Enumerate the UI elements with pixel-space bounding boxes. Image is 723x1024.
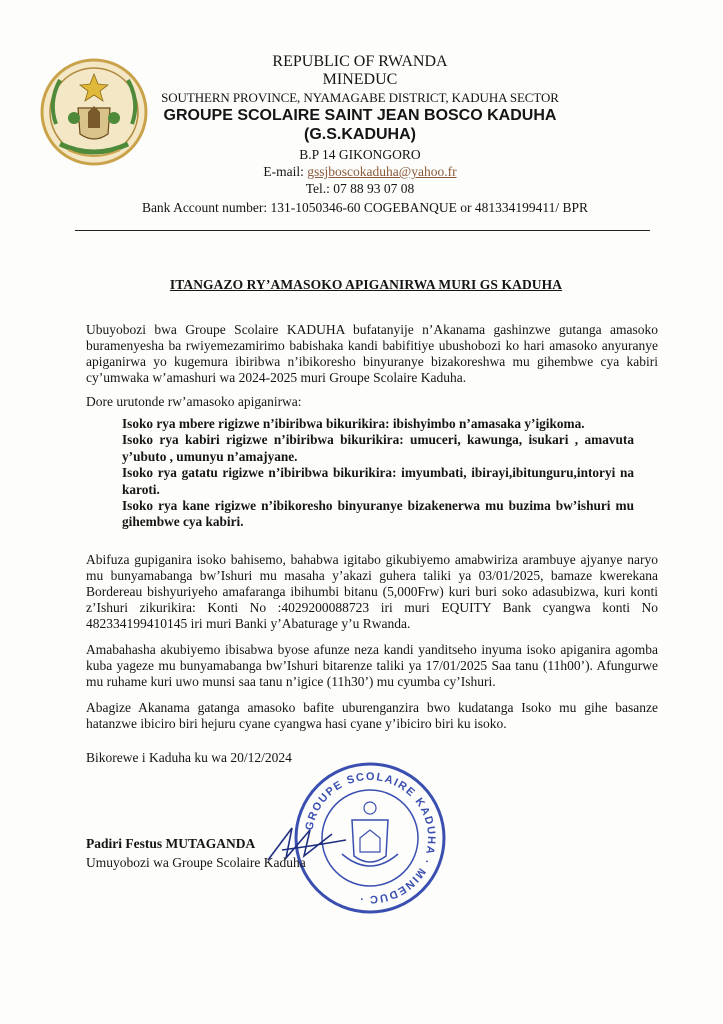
rights-paragraph: Abagize Akanama gatanga amasoko bafite uburenganzira bwo kudatanga Isoko mu gihe basanze hatanzwe ibiciro biri hejuru cyane cyangwa hasi cyane y’ibiciro biri ku isoko.: [86, 700, 658, 731]
signer-name: Padiri Festus MUTAGANDA: [86, 836, 256, 851]
signer-role: Umuyobozi wa Groupe Scolaire Kaduha: [86, 855, 306, 870]
email-link[interactable]: gssjboscokaduha@yahoo.fr: [307, 164, 457, 179]
deadline-paragraph: Amabahasha akubiyemo ibisabwa byose afunze neza kandi yanditseho inyuma isoko apiganira agomba kuba yageze mu bunyamabanga bw’Ishuri bitarenze taliki ya 17/01/2025 Saa tanu (11h00’). Afungurwe mu ruhame kuri uwo munsi saa tanu n’igice (11h30’) mu cyumba cy’Ishuri.: [86, 642, 658, 689]
date-line: Bikorewe i Kaduha ku wa 20/12/2024: [86, 750, 292, 765]
list-intro: Dore urutonde rw’amasoko apiganirwa:: [86, 394, 302, 409]
stamp-text: GROUPE SCOLAIRE KADUHA · MINEDUC ·: [303, 770, 438, 906]
tender-list: [122, 416, 634, 531]
country-line: REPUBLIC OF RWANDA: [272, 53, 448, 70]
intro-paragraph: Ubuyobozi bwa Groupe Scolaire KADUHA bufatanyije n’Akanama gashinzwe gutanga amasoko buramenyesha ba rwiyemezamirimo babishaka kandi babifitiye ubushobozi ko hari amasoko anyuranye apiganirwa yo kugemura ibiribwa n’ibikoresho binyuranye bizakoreshwa mu gihembwe cya kabiri cy’umwaka w’amashuri wa 2024-2025 muri Groupe Scolaire Kaduha.: [86, 322, 658, 385]
notice-title: ITANGAZO RY’AMASOKO APIGANIRWA MURI GS KADUHA: [169, 277, 563, 292]
email-line: [150, 163, 570, 180]
school-name: GROUPE SCOLAIRE SAINT JEAN BOSCO KADUHA: [163, 107, 557, 124]
po-box-line: B.P 14 GIKONGORO: [299, 147, 421, 162]
email-label: E-mail:: [263, 164, 304, 179]
tender-item: Isoko rya kane rigizwe n’ibikoresho binyuranye bizakenerwa mu buzima bw’ishuri mu gihembwe cya kabiri.: [122, 498, 634, 530]
bank-account-line: Bank Account number: 131-1050346-60 COGEBANQUE or 481334199411/ BPR: [141, 200, 589, 215]
tender-item: Isoko rya mbere rigizwe n’ibiribwa bikurikira: ibishyimbo n’amasaka y’igikoma.: [122, 416, 585, 431]
location-line: SOUTHERN PROVINCE, NYAMAGABE DISTRICT, KADUHA SECTOR: [161, 90, 559, 105]
letterhead: [150, 52, 570, 197]
signature-block: [86, 834, 306, 872]
rwanda-coat-of-arms-icon: [38, 52, 150, 170]
header-divider: [75, 230, 650, 231]
tender-item: Isoko rya gatatu rigizwe n’ibiribwa bikurikira: imyumbati, ibirayi,ibitunguru,intoryi na karoti.: [122, 465, 634, 497]
application-paragraph: Abifuza gupiganira isoko bahisemo, bahabwa igitabo gikubiyemo amabwiriza arambuye ajyanye naryo mu bunyamabanga bw’Ishuri mu masaha y’akazi guhera taliki ya 03/01/2025, bamaze kwerekana Bordereau bishyuriyeho amafaranga ibihumbi bitanu (5,000Frw) kuri buri soko adasubizwa, kuri konti z’Ishuri zikurikira: Konti No :4029200088723 iri muri EQUITY Bank cyangwa konti No 482334199410145 iri muri Banki y’Abaturage y’u Rwanda.: [86, 552, 658, 631]
ministry-line: MINEDUC: [322, 71, 398, 88]
telephone-line: Tel.: 07 88 93 07 08: [305, 181, 415, 196]
school-abbreviation: (G.S.KADUHA): [304, 126, 416, 143]
tender-item: Isoko rya kabiri rigizwe n’ibiribwa bikurikira: umuceri, kawunga, isukari , amavuta y’ubuto , umunyu n’amajyane.: [122, 432, 634, 464]
